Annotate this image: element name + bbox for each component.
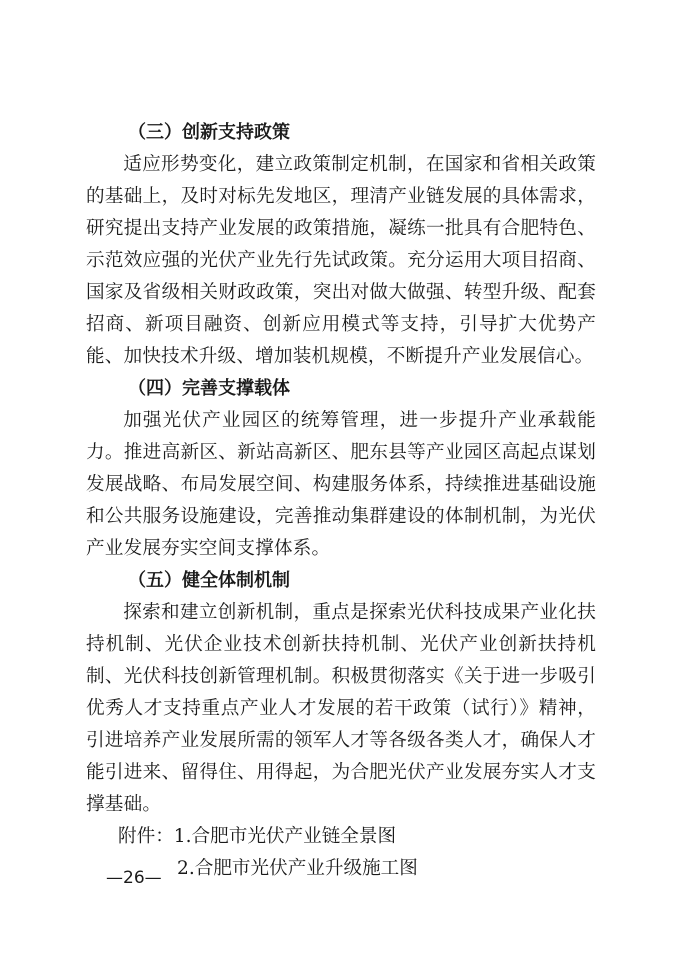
section-heading-policy: （三）创新支持政策 [128,122,290,143]
section-paragraph-policy: 适应形势变化，建立政策制定机制，在国家和省相关政策的基础上，及时对标先发地区，理清产业链发展的具体需求，研究提出支持产业发展的政策措施，凝练一批具有合肥特色、示范效应强的光伏产业先行先试政策。充分运用大项目招商、国家及省级相关财政政策，突出对做大做强、转型升级、配套招商、新项目融资、创新应用模式等支持，引导扩大优势产能、加快技术升级、增加装机规模，不断提升产业发展信心。 [86,154,596,367]
document-body [86,117,596,885]
attachment-item-2: 2.合肥市光伏产业升级施工图 [177,858,418,879]
attachment-item-1: 1.合肥市光伏产业链全景图 [173,826,397,847]
attachment-row-1 [86,821,596,853]
attachment-row-2 [86,853,596,885]
section-heading-carrier: （四）完善支撑载体 [128,378,290,399]
page-number: —26— [106,868,162,888]
section-paragraph-mechanism: 探索和建立创新机制，重点是探索光伏科技成果产业化扶持机制、光伏企业技术创新扶持机制、光伏产业创新扶持机制、光伏科技创新管理机制。积极贯彻落实《关于进一步吸引优秀人才支持重点产业人才发展的若干政策（试行）》精神，引进培养产业发展所需的领军人才等各级各类人才，确保人才能引进来、留得住、用得起，为合肥光伏产业发展夯实人才支撑基础。 [86,602,596,815]
attachment-label: 附件： [118,826,174,847]
section-heading-mechanism: （五）健全体制机制 [128,570,290,591]
section-paragraph-carrier: 加强光伏产业园区的统筹管理，进一步提升产业承载能力。推进高新区、新站高新区、肥东县等产业园区高起点谋划发展战略、布局发展空间、构建服务体系，持续推进基础设施和公共服务设施建设，完善推动集群建设的体制机制，为光伏产业发展夯实空间支撑体系。 [86,410,596,559]
